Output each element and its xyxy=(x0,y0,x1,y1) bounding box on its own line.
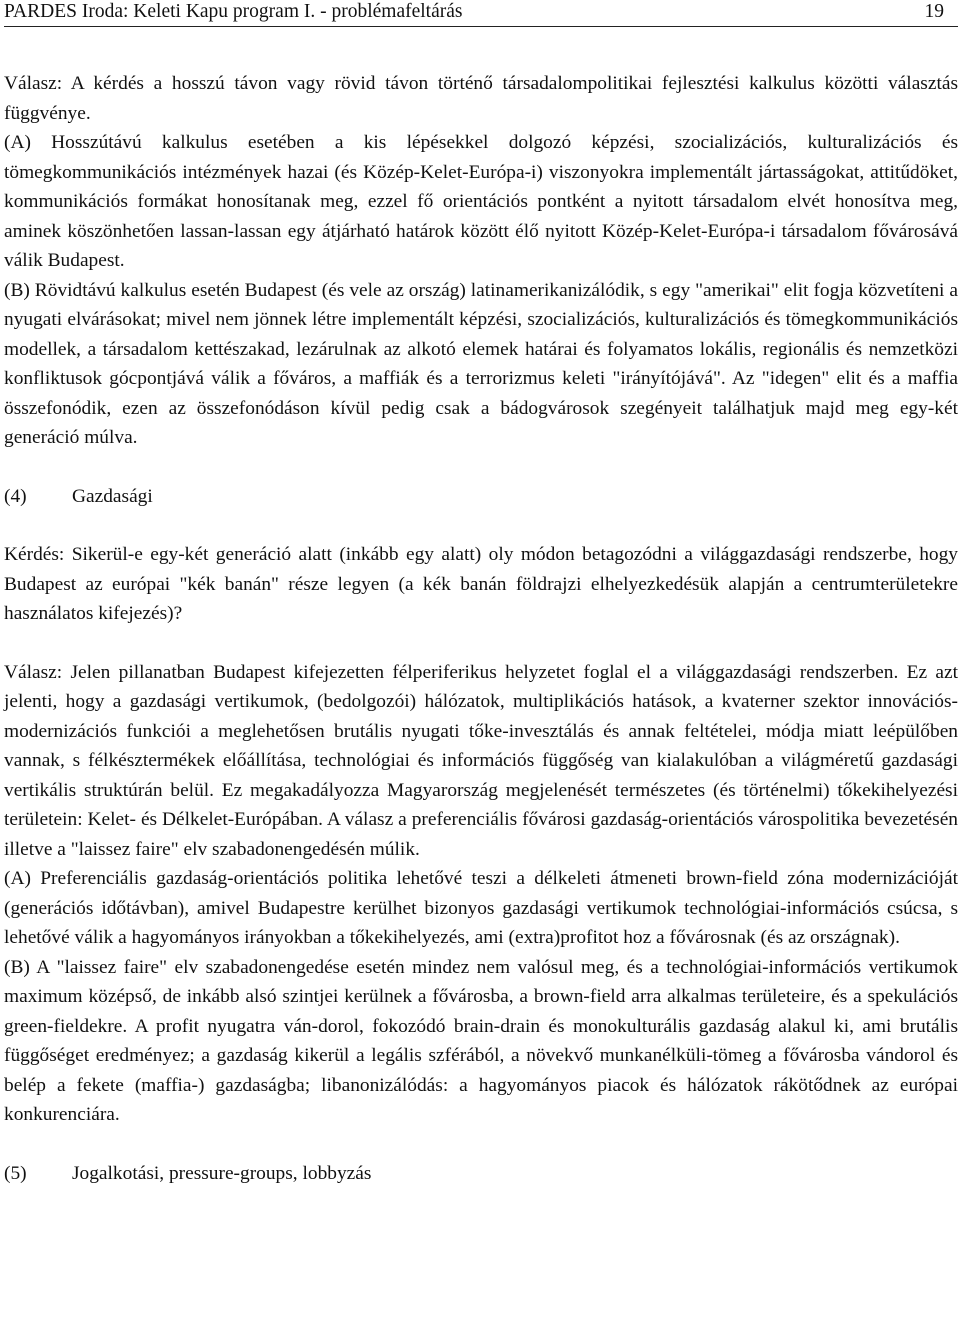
spacer xyxy=(4,629,958,658)
section-number: (5) xyxy=(4,1162,27,1184)
document-body xyxy=(4,69,958,1188)
paragraph-option-b-short-term: (B) Rövidtávú kalkulus esetén Budapest (és vele az ország) latinamerikanizálódik, s egy "amerikai" elit fogja közvetíteni a nyugati elvárásokat; mivel nem jönnek létre implementált képzési, szocializációs, kulturalizációs és tömegkommunikációs modellek, a társadalom kettészakad, lezárulnak az alkotó elemek határai és folyamatos lokális, regionális és nemzetközi konfliktusok gócpontjává válik a főváros, a maffiák és a terrorizmus keleti "irányítójává". Az "idegen" elit és a maffia összefonódik, ezen az összefonódáson kívül pedig csak a bádogvárosok szegényeit találhatjuk majd meg egy-két generáció múlva. xyxy=(4,279,958,448)
section-title: Jogalkotási, pressure-groups, lobbyzás xyxy=(72,1162,372,1184)
page-number: 19 xyxy=(924,1,944,22)
paragraph-answer-social: Válasz: A kérdés a hosszú távon vagy rövid távon történő társadalompolitikai fejlesztési kalkulus közötti választás függvénye. xyxy=(4,73,958,124)
section-title: Gazdasági xyxy=(72,485,153,507)
header-title: PARDES Iroda: Keleti Kapu program I. - problémafeltárás xyxy=(4,1,463,22)
paragraph-option-b-laissez-faire: (B) A "laissez faire" elv szabadonengedése esetén mindez nem valósul meg, és a technológiai-információs vertikumok maximum középső, de inkább alsó szintjei kerülnek a fővárosba, a brown-field arra alkalmas területeire, és a spekulációs green-fieldekre. A profit nyugatra ván-dorol, fokozódó brain-drain és monokulturális gazdaság alakul ki, ami brutális függőséget eredményez; a gazdaság kikerül a legális szférából, a növekvő munkanélküli-tömeg a fővárosba vándorol és belép a fekete (maffia-) gazdaságba; libanonizálódás: a hagyományos piacok és hálózatok rákötődnek az európai konkurenciára. xyxy=(4,956,958,1125)
document-page xyxy=(4,0,958,1188)
section-number: (4) xyxy=(4,485,27,507)
page-header xyxy=(4,0,958,27)
paragraph-option-a-preferential: (A) Preferenciális gazdaság-orientációs politika lehetővé teszi a délkeleti átmeneti brown-field zóna modernizációját (generációs időtávban), amivel Budapestre kerülhet bizonyos gazdasági vertikumok technológiai-információs csúcsa, s lehetővé válik a hagyományos irányokban a tőkekihelyezés, ami (extra)profitot hoz a fővárosnak (és az országnak). xyxy=(4,868,958,948)
section-heading-5 xyxy=(4,1159,958,1189)
spacer xyxy=(4,511,958,540)
section-heading-4 xyxy=(4,482,958,512)
spacer xyxy=(4,453,958,482)
paragraph-question-economic: Kérdés: Sikerül-e egy-két generáció alatt (inkább egy alatt) oly módon betagozódni a világgazdasági rendszerbe, hogy Budapest az európai "kék banán" része legyen (a kék banán földrajzi elhelyezkedésük alapján a centrumterületekre használatos kifejezés)? xyxy=(4,544,958,624)
paragraph-answer-economic: Válasz: Jelen pillanatban Budapest kifejezetten félperiferikus helyzetet foglal el a világgazdasági rendszerben. Ez azt jelenti, hogy a gazdasági vertikumok, (bedolgozói) hálózatok, multiplikációs hatások, a kvaterner szektor innovációs-modernizációs funkciói a meglehetősen brutális nyugati tőke-invesztálás és annak feltételei, módja miatt leépülőben vannak, s félkésztermékek előállítása, technológiai és információs függőség van kialakulóban a világméretű gazdasági vertikális struktúrán belül. Ez megakadályozza Magyarország megjelenését természetes (és történelmi) tőkekihelyezési területein: Kelet- és Délkelet-Európában. A válasz a preferenciális fővárosi gazdaság-orientációs várospolitika bevezetésén illetve a "laissez faire" elv szabadonengedésén múlik. xyxy=(4,661,958,860)
spacer xyxy=(4,1130,958,1159)
paragraph-option-a-long-term: (A) Hosszútávú kalkulus esetében a kis lépésekkel dolgozó képzési, szocializációs, kulturalizációs és tömegkommunikációs intézmények hazai (és Közép-Kelet-Európa-i) viszonyokra implementált jártasságokat, attitűdöket, kommunikációs formákat honosítanak meg, ezzel fő orientációs pontként a nyitott társadalom elvét honosítva meg, aminek köszönhetően lassan-lassan egy átjárható határok között élő nyitott Közép-Kelet-Európa-i társadalom fővárosává válik Budapest. xyxy=(4,132,958,271)
